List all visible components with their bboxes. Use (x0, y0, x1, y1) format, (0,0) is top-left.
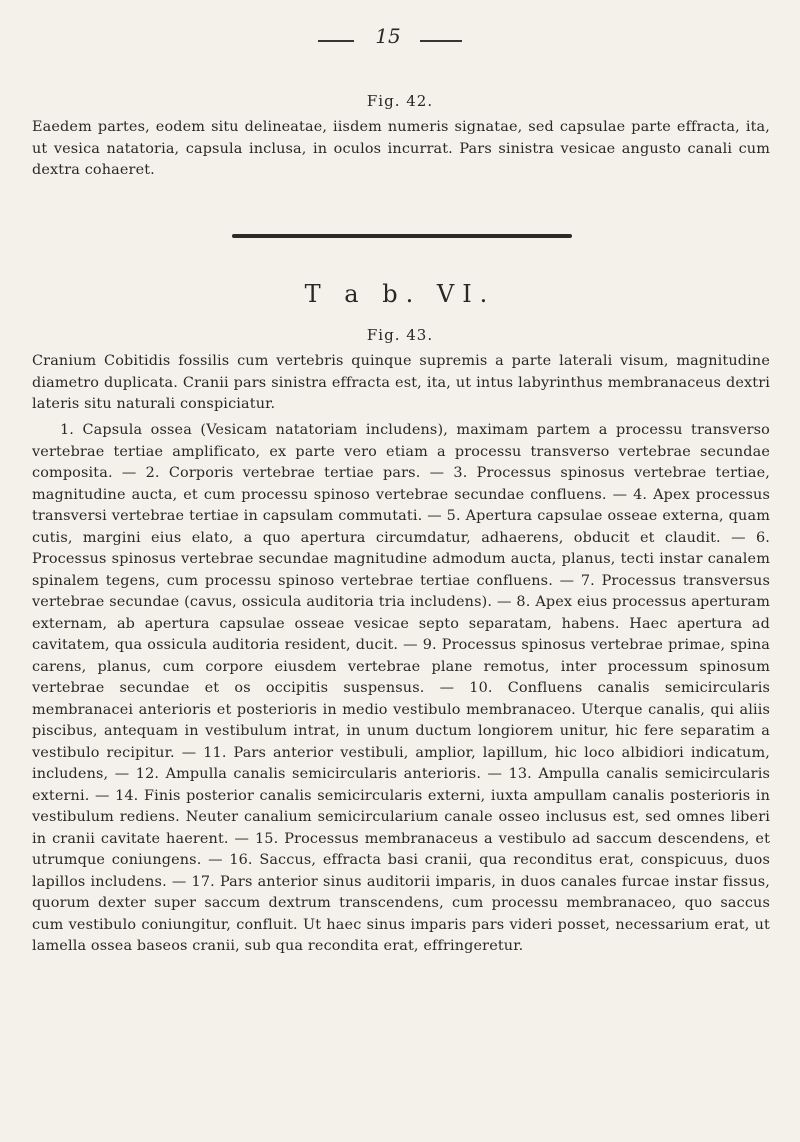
figure-42-heading: Fig. 42. (366, 92, 434, 110)
figure-43-legend: 1. Capsula ossea (Vesicam natatoriam includens), maximam partem a processu transverso vertebrae tertiae amplificato, ex parte vero etiam a processu transverso vertebrae secundae composita. — 2. Corporis vertebrae tertiae pars. — 3. Processus spinosus vertebrae tertiae, magnitudine aucta, et cum processu spinoso vertebrae secundae confluens. — 4. Apex processus transversi vertebrae tertiae in capsulam commutati. — 5. Apertura capsulae osseae externa, quam cutis, margini eius elato, a quo apertura circumdatur, adhaerens, obducit et claudit. — 6. Processus spinosus vertebrae secundae magnitudine admodum aucta, planus, tecti instar canalem spinalem tegens, cum processu spinoso vertebrae tertiae confluens. — 7. Processus transversus vertebrae secundae (cavus, ossicula auditoria tria includens). — 8. Apex eius processus aperturam externam, ab apertura capsulae osseae vesicae septo separatam, habens. Haec apertura ad cavitatem, qua ossicula auditoria resident, ducit. — 9. Processus spinosus vertebrae primae, spina carens, planus, cum corpore eiusdem vertebrae plane remotus, inter processum spinosum vertebrae secundae et os occipitis suspensus. — 10. Confluens canalis semicircularis membranacei anterioris et posterioris in medio vestibulo membranaceo. Uterque canalis, qui aliis piscibus, antequam in vestibulum intrat, in unum ductum longiorem unitur, hic fere separatim a vestibulo recipitur. — 11. Pars anterior vestibuli, amplior, lapillum, hic loco albidiori indicatum, includens, — 12. Ampulla canalis semicircularis anterioris. — 13. Ampulla canalis semicircularis externi. — 14. Finis posterior canalis semicircularis externi, iuxta ampullam canalis posterioris in vestibulum rediens. Neuter canalium semicircularium canale osseo inclusus est, sed omnes liberi in cranii cavitate haerent. — 15. Processus membranaceus a vestibulo ad saccum descendens, et utrumque coniungens. — 16. Saccus, effracta basi cranii, qua reconditus erat, conspicuus, duos lapillos includens. — 17. Pars anterior sinus auditorii imparis, in duos canales furcae instar fissus, quorum dexter super saccum dextrum transcendens, cum processu membranaceo, quo saccus cum vestibulo coniungitur, confluit. Ut haec sinus imparis pars videri posset, necessarium erat, ut lamella ossea baseos cranii, sub qua recondita erat, effringeretur. (32, 422, 770, 954)
header-rule-right (420, 40, 462, 42)
figure-43-intro: Cranium Cobitidis fossilis cum vertebris quinque supremis a parte laterali visum, magnitudine diametro duplicata. Cranii pars sinistra effracta est, ita, ut intus labyrinthus membranaceus dextri lateris situ naturali conspiciatur. (32, 353, 770, 412)
plate-title: T a b. VI. (304, 280, 496, 308)
figure-43-heading: Fig. 43. (366, 326, 434, 344)
figure-42-description: Eaedem partes, eodem situ delineatae, iisdem numeris signatae, sed capsulae parte effracta, ita, ut vesica natatoria, capsula inclusa, in oculos incurrat. Pars sinistra vesicae angusto canali cum dextra cohaeret. (32, 119, 770, 178)
header-rule-left (318, 40, 354, 42)
page-header (0, 24, 800, 54)
section-divider (232, 234, 572, 238)
page-number: 15 (375, 24, 401, 48)
